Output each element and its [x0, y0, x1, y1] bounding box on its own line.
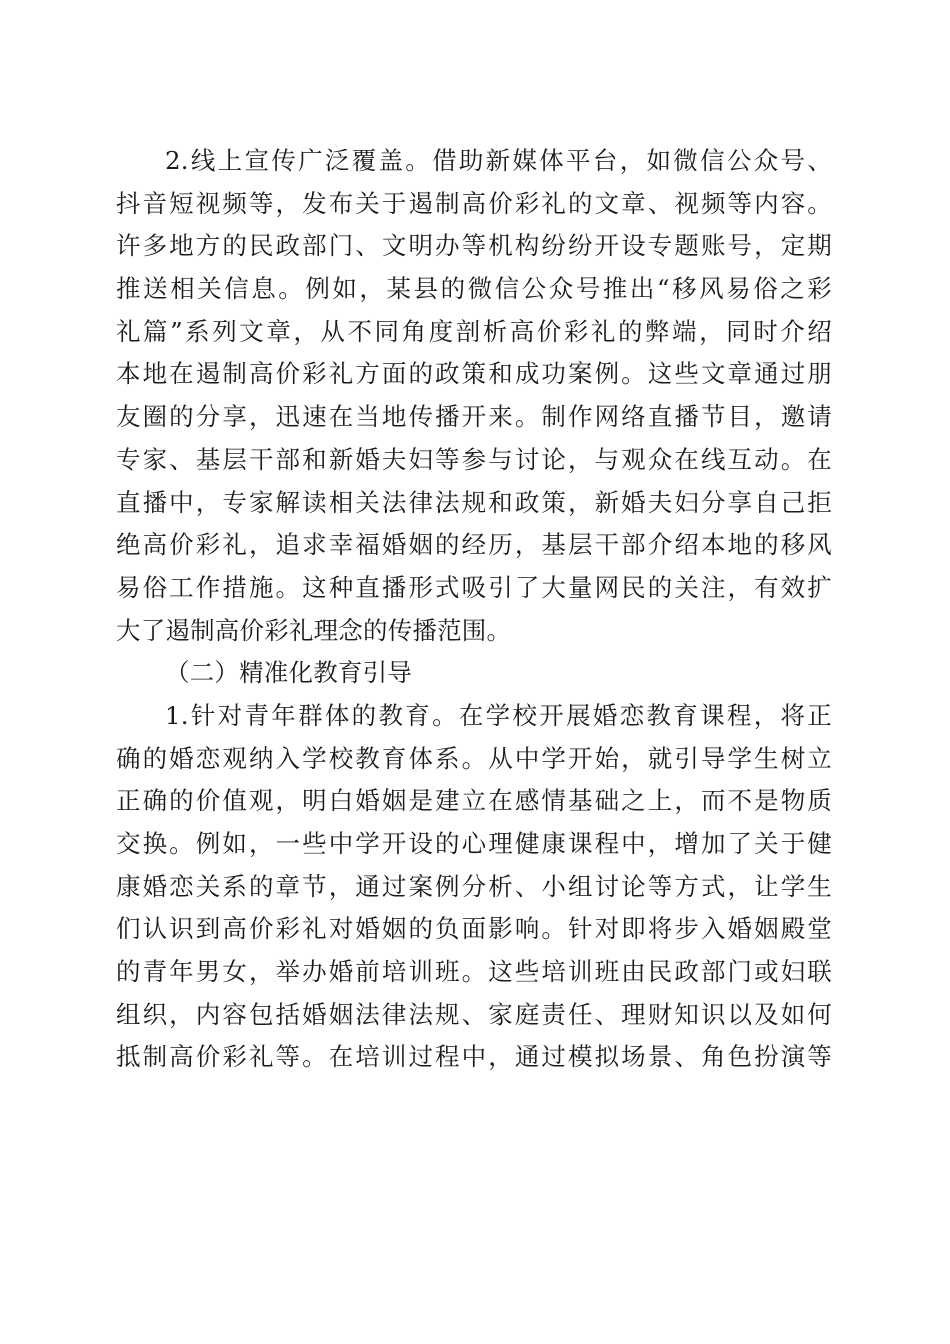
- paragraph-line: 1.针对青年群体的教育。在学校开展婚恋教育课程，将正: [165, 700, 832, 730]
- paragraph-line: 抵制高价彩礼等。在培训过程中，通过模拟场景、角色扮演等: [116, 1042, 832, 1072]
- paragraph-line: 2.线上宣传广泛覆盖。借助新媒体平台，如微信公众号、: [165, 146, 832, 175]
- paragraph-line: 直播中，专家解读相关法律法规和政策，新婚夫妇分享自己拒: [116, 487, 832, 517]
- paragraph-line: 的青年男女，举办婚前培训班。这些培训班由民政部门或妇联: [116, 957, 832, 987]
- paragraph-online-publicity: [116, 140, 832, 652]
- paragraph-line: 绝高价彩礼，追求幸福婚姻的经历，基层干部介绍本地的移风: [116, 530, 832, 560]
- paragraph-line: 抖音短视频等，发布关于遏制高价彩礼的文章、视频等内容。: [116, 188, 832, 218]
- paragraph-line: 交换。例如，一些中学开设的心理健康课程中，增加了关于健: [116, 829, 832, 858]
- paragraph-line: 友圈的分享，迅速在当地传播开来。制作网络直播节目，邀请: [116, 402, 832, 432]
- paragraph-line: 本地在遏制高价彩礼方面的政策和成功案例。这些文章通过朋: [116, 359, 832, 389]
- paragraph-line: 确的婚恋观纳入学校教育体系。从中学开始，就引导学生树立: [116, 743, 832, 773]
- document-body: [116, 140, 832, 1079]
- paragraph-line: 礼篇”系列文章，从不同角度剖析高价彩礼的弊端，同时介绍: [116, 316, 832, 346]
- paragraph-line: 们认识到高价彩礼对婚姻的负面影响。针对即将步入婚姻殿堂: [116, 914, 832, 944]
- paragraph-line: 推送相关信息。例如，某县的微信公众号推出“移风易俗之彩: [116, 274, 832, 304]
- section-heading: （二）精准化教育引导: [165, 658, 412, 688]
- paragraph-line: 康婚恋关系的章节，通过案例分析、小组讨论等方式，让学生: [116, 871, 832, 901]
- paragraph-line: 专家、基层干部和新婚夫妇等参与讨论，与观众在线互动。在: [116, 444, 832, 474]
- paragraph-line: 许多地方的民政部门、文明办等机构纷纷开设专题账号，定期: [116, 231, 832, 261]
- paragraph-line: 易俗工作措施。这种直播形式吸引了大量网民的关注，有效扩: [116, 572, 832, 602]
- paragraph-line: 正确的价值观，明白婚姻是建立在感情基础之上，而不是物质: [116, 786, 832, 816]
- paragraph-line: 大了遏制高价彩礼理念的传播范围。: [116, 615, 512, 645]
- paragraph-line: 组织，内容包括婚姻法律法规、家庭责任、理财知识以及如何: [116, 999, 832, 1029]
- paragraph-youth-education: [116, 695, 832, 1079]
